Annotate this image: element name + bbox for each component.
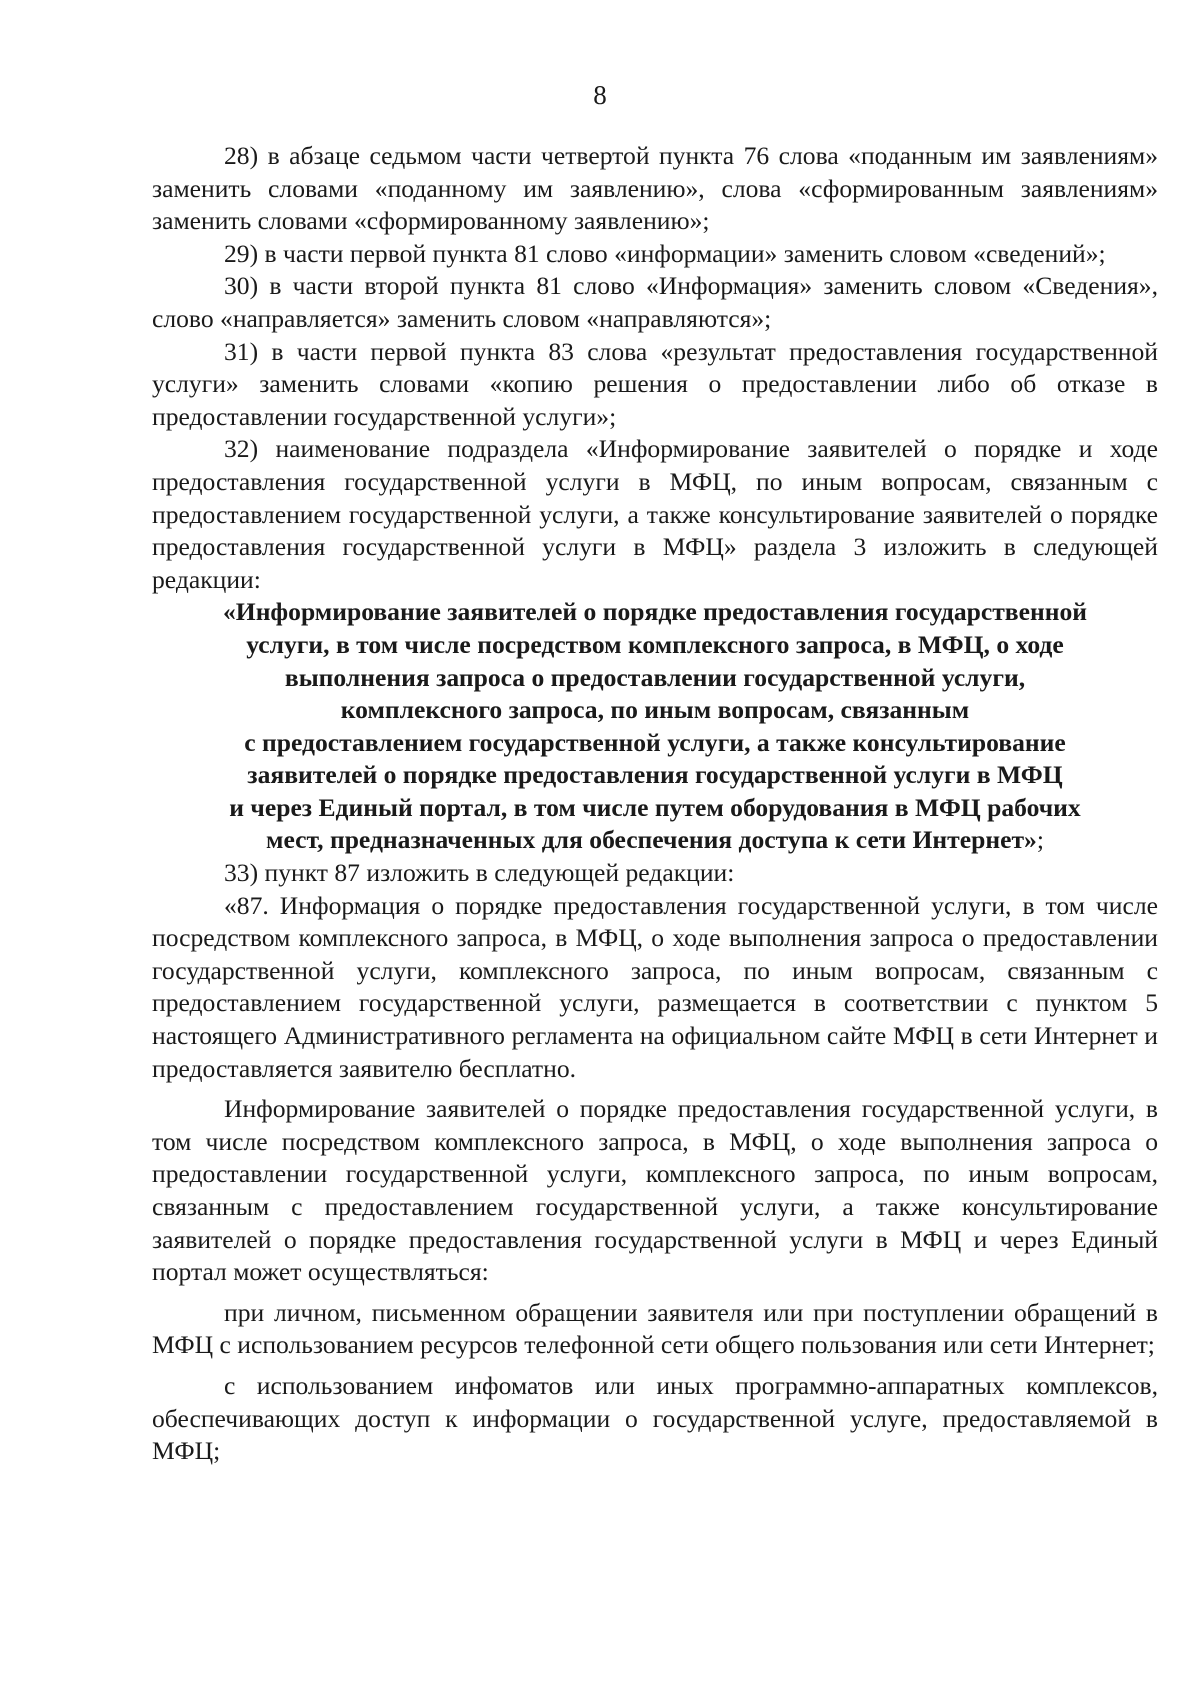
heading-line: комплексного запроса, по иным вопросам, связанным (340, 695, 970, 725)
paragraph-informing: Информирование заявителей о порядке предоставления государственной услуги, в том числе посредством комплексного запроса, в МФЦ, о ходе выполнения запроса о предоставлении государственной услуги, комплексного запроса, по иным вопросам, связанным с предоставлением государственной услуги, а также консультирование заявителей о порядке предоставления государственной услуги в МФЦ и через Единый портал может осуществляться: (152, 1094, 1158, 1287)
heading-line: и через Единый портал, в том числе путем оборудования в МФЦ рабочих (229, 792, 1081, 822)
paragraph-infomats: с использованием инфоматов или иных программно-аппаратных комплексов, обеспечивающих доступ к информации о государственной услуге, предоставляемой в МФЦ; (152, 1370, 1158, 1466)
paragraph-item-33: 33) пункт 87 изложить в следующей редакции: (224, 858, 735, 888)
paragraph-personal-appeal: при личном, письменном обращении заявителя или при поступлении обращений в МФЦ с использованием ресурсов телефонной сети общего пользования или сети Интернет; (152, 1297, 1158, 1360)
paragraph-item-28: 28) в абзаце седьмом части четвертой пункта 76 слова «поданным им заявлениям» заменить словами «поданному им заявлению», слова «сформированным заявлениям» заменить словами «сформированному заявлению»; (152, 141, 1158, 236)
heading-line: услуги, в том числе посредством комплексного запроса, в МФЦ, о ходе (246, 629, 1064, 659)
heading-line: с предоставлением государственной услуги, а также консультирование (244, 727, 1066, 757)
paragraph-item-31: 31) в части первой пункта 83 слова «результат предоставления государственной услуги» заменить словами «копию решения о предоставлении либо об отказе в предоставлении государственной услуги»; (152, 336, 1158, 431)
heading-line: выполнения запроса о предоставлении государственной услуги, (284, 662, 1026, 692)
paragraph-item-32: 32) наименование подраздела «Информирование заявителей о порядке и ходе предоставления государственной услуги в МФЦ, по иным вопросам, связанным с предоставлением государственной услуги, а также консультирование заявителей о порядке предоставления государственной услуги в МФЦ» раздела 3 изложить в следующей редакции: (152, 434, 1158, 594)
document-body (152, 140, 1158, 1468)
paragraph-clause-87: «87. Информация о порядке предоставления государственной услуги, в том числе посредством комплексного запроса, в МФЦ, о ходе выполнения запроса о предоставлении государственной услуги, комплексного запроса, по иным вопросам, связанным с предоставлением государственной услуги, размещается в соответствии с пунктом 5 настоящего Административного регламента на официальном сайте МФЦ в сети Интернет и предоставляется заявителю бесплатно. (152, 890, 1158, 1083)
page-number: 8 (593, 80, 607, 110)
heading-line-last (162, 824, 1148, 857)
heading-tail-semicolon: ; (1036, 825, 1044, 855)
heading-line-text: мест, предназначенных для обеспечения доступа к сети Интернет» (266, 825, 1037, 855)
heading-line: «Информирование заявителей о порядке предоставления государственной (222, 597, 1087, 627)
paragraph-item-29: 29) в части первой пункта 81 слово «информации» заменить словом «сведений»; (224, 238, 1106, 268)
subsection-heading (152, 596, 1158, 857)
paragraph-item-30: 30) в части второй пункта 81 слово «Информация» заменить словом «Сведения», слово «направляется» заменить словом «направляются»; (152, 271, 1158, 333)
heading-line: заявителей о порядке предоставления государственной услуги в МФЦ (247, 760, 1063, 790)
